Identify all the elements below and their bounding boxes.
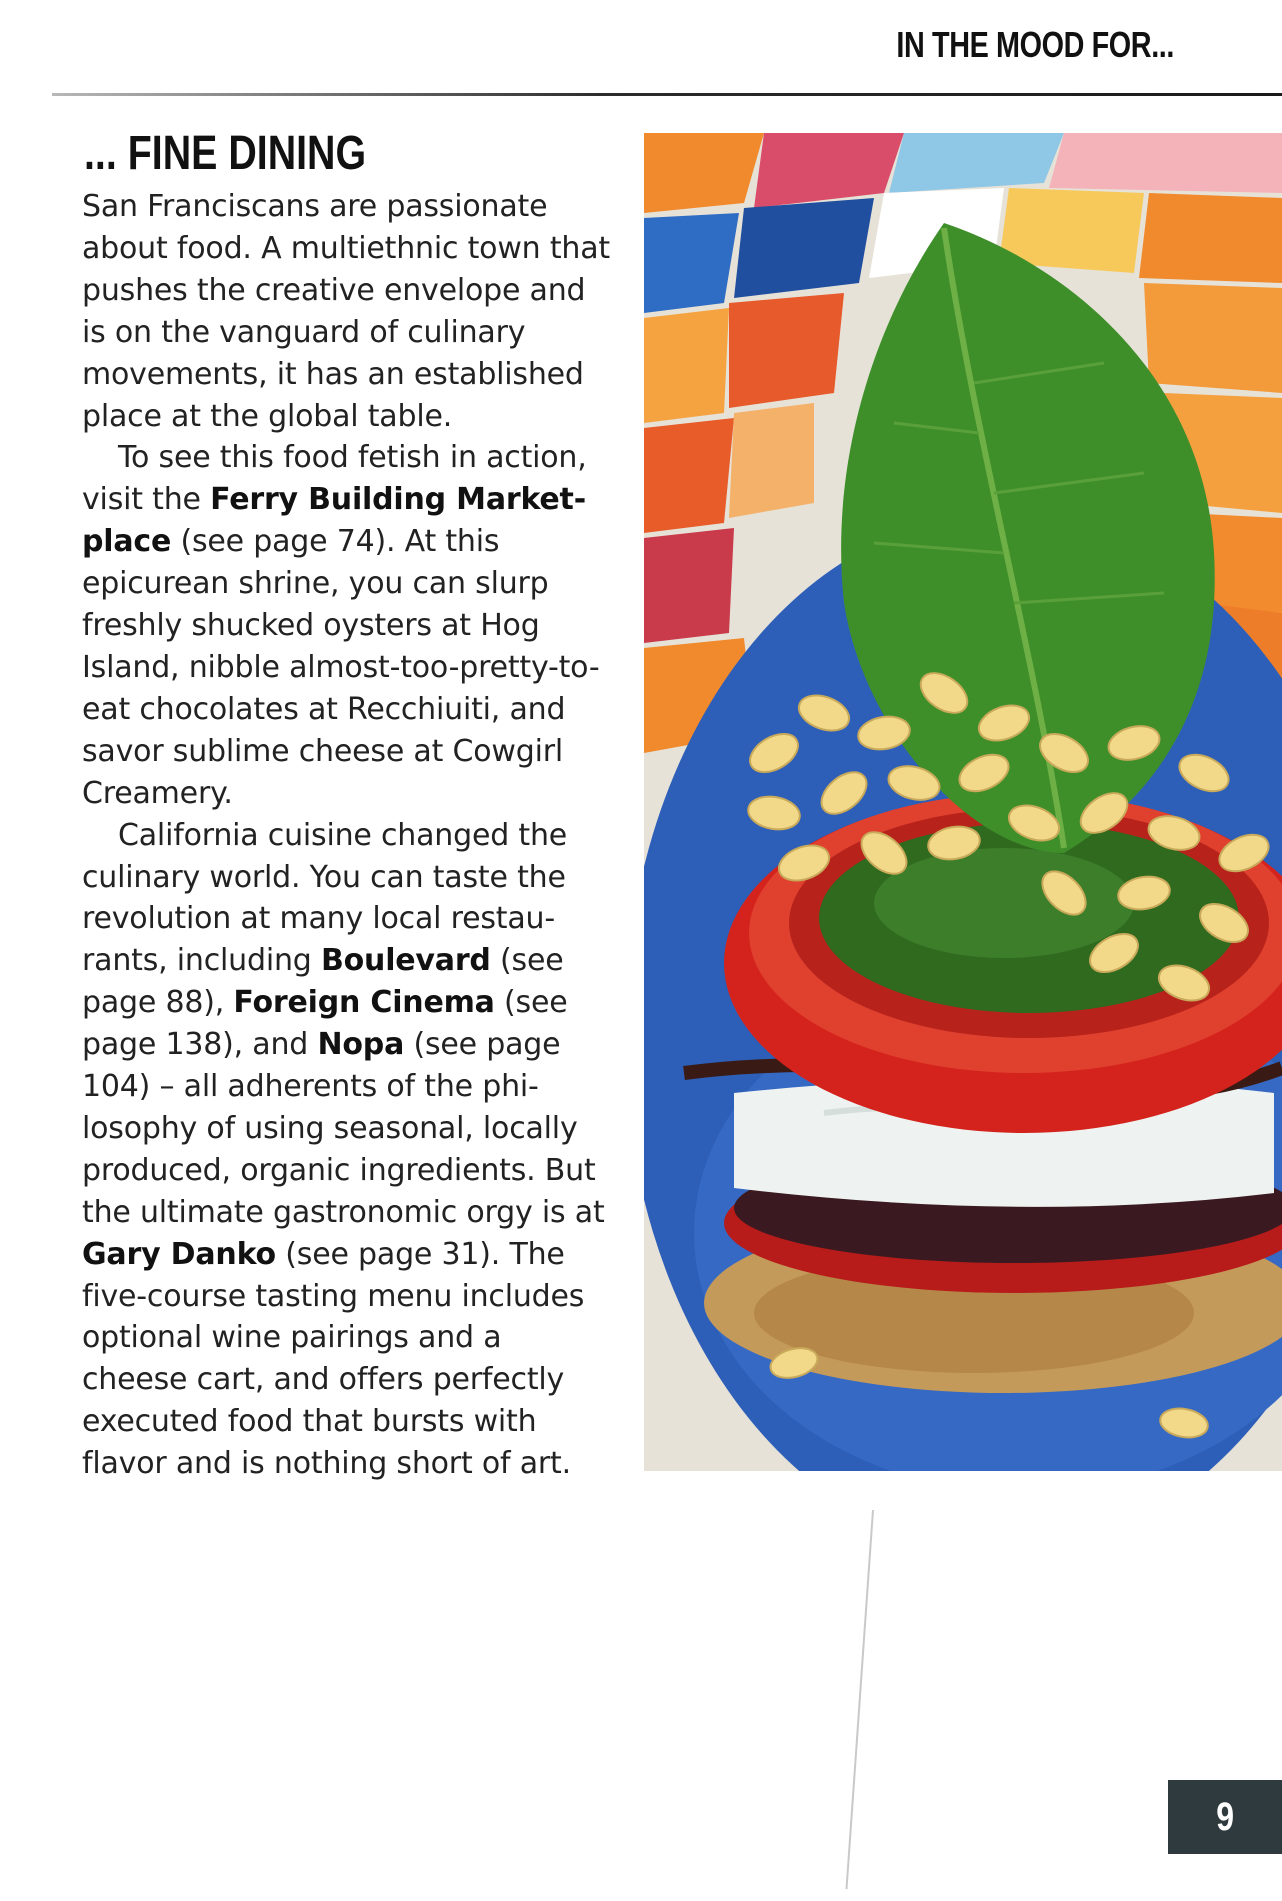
caprese-stack-illustration xyxy=(644,133,1282,1471)
venue-nopa: Nopa xyxy=(317,1027,405,1063)
text-run: (see page 138), and xyxy=(82,985,568,1063)
paragraph-2 xyxy=(82,437,614,814)
page-number: 9 xyxy=(1216,1794,1234,1839)
paragraph-1: San Franciscans are passionate about food. A multiethnic town that pushes the creative envelope and is on the vanguard of culinary movements, it has an established place at the global table. xyxy=(82,189,610,434)
running-head: IN THE MOOD FOR... xyxy=(896,24,1174,65)
text-run: (see page 88), xyxy=(82,943,564,1021)
header-rule xyxy=(52,93,1282,96)
venue-ferry-building: Ferry Building Marketplace xyxy=(82,482,587,560)
article-body xyxy=(82,186,614,1485)
venue-gary-danko: Gary Danko xyxy=(82,1236,276,1272)
page-number-tab xyxy=(1168,1780,1282,1854)
venue-boulevard: Boulevard xyxy=(320,943,491,979)
food-photo xyxy=(644,133,1282,1471)
text-run: (see page 31). The five-course tasting menu includes optional wine pairings and a cheese cart, and offers perfectly executed food that bursts with flavor and is nothing short of art. xyxy=(82,1236,585,1482)
section-title: ... FINE DINING xyxy=(84,127,367,180)
paragraph-3 xyxy=(82,815,614,1486)
text-run: (see page 74). At this epicurean shrine, you can slurp freshly shucked oysters at Hog Island, nibble almost-too-pretty-to-eat chocolates at Recchiuiti, and savor sublime cheese at Cowgirl Creamery. xyxy=(82,524,600,811)
text-run: To see this food fetish in action, visit the xyxy=(82,440,587,518)
venue-foreign-cinema: Foreign Cinema xyxy=(233,985,495,1021)
text-run: California cuisine changed the culinary world. You can taste the revolution at many local restaurants, including xyxy=(82,817,568,979)
scan-artifact xyxy=(845,1510,874,1889)
text-run: (see page 104) – all adherents of the philosophy of using seasonal, locally produced, organic ingredients. But the ultimate gastronomic orgy is at xyxy=(82,1027,605,1230)
